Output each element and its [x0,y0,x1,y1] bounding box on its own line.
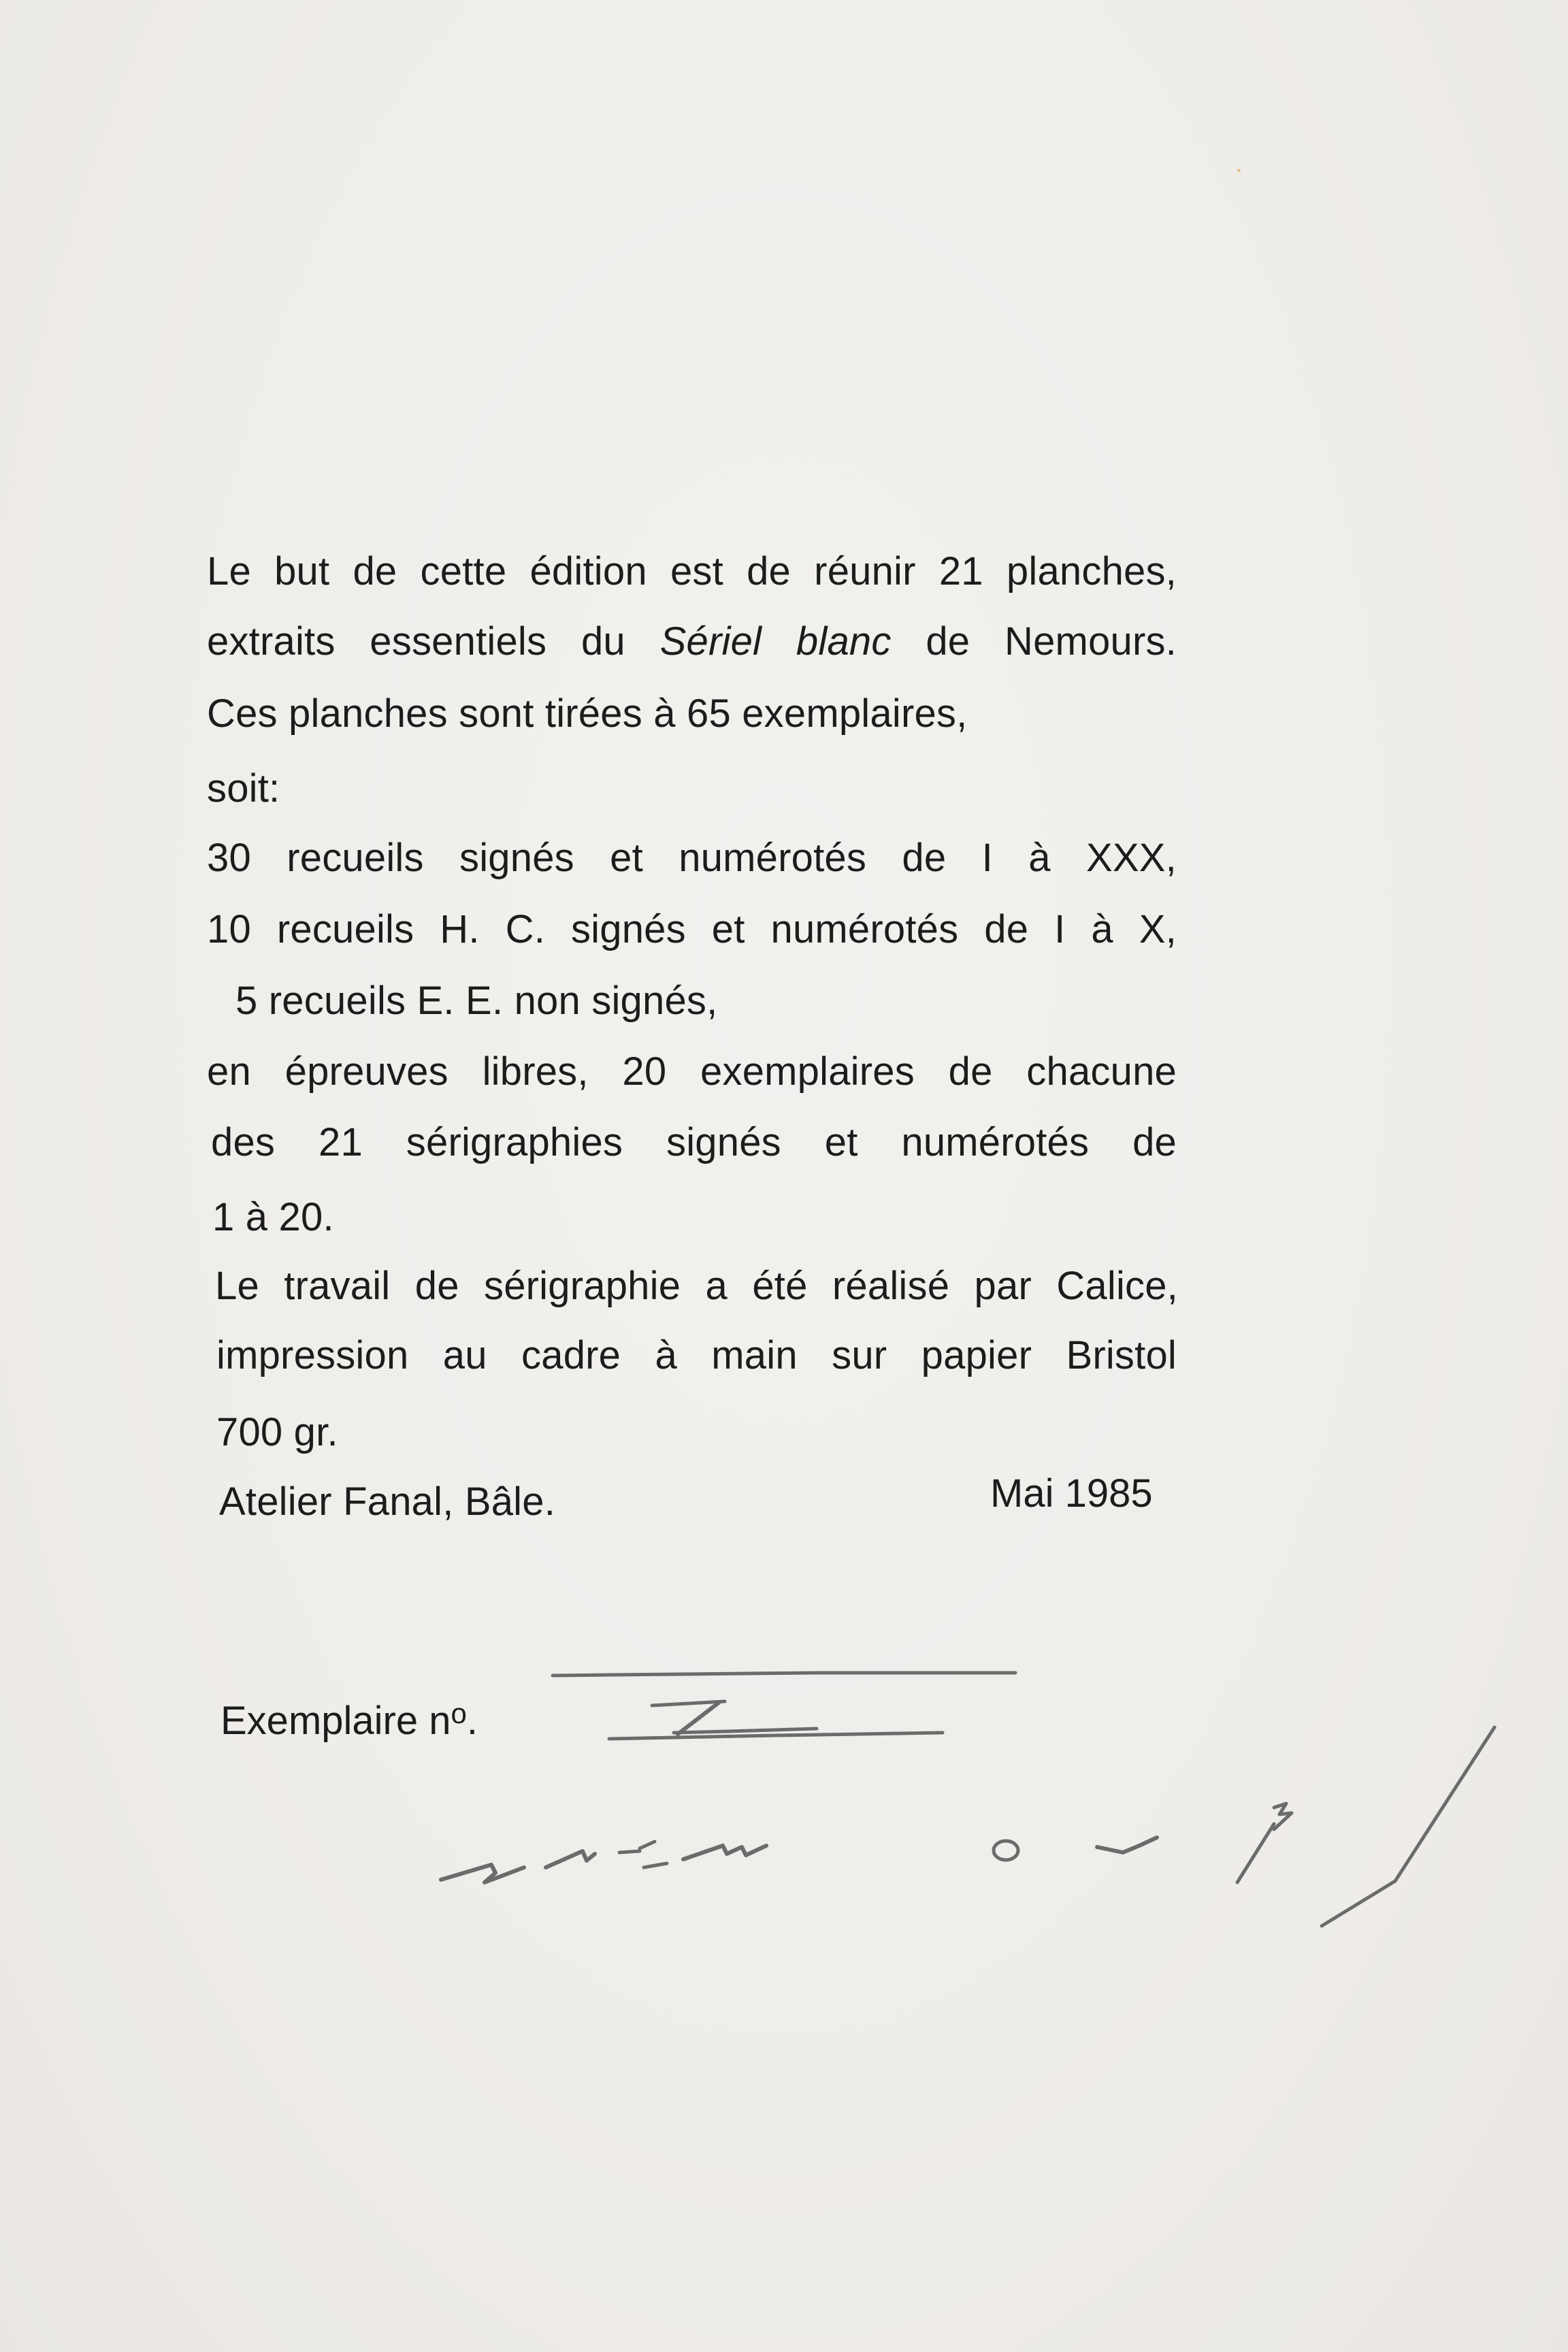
colophon-line-1: Le but de cette édition est de réunir 21 planches, [207,549,1177,593]
colophon-line-6: 10 recueils H. C. signés et numérotés de I à X, [207,907,1177,951]
colophon-line-4: soit: [207,766,280,811]
handwritten-edition-number [609,1701,943,1739]
colophon-line-12: impression au cadre à main sur papier Bristol [216,1333,1177,1377]
colophon-line-11: Le travail de sérigraphie a été réalisé par Calice, [215,1264,1178,1308]
exemplaire-period: . [466,1699,478,1743]
colophon-line-7: 5 recueils E. E. non signés, [235,979,718,1023]
colophon-line-14: Atelier Fanal, Bâle. [219,1480,556,1524]
colophon-line-2-start: extraits essentiels du [207,619,660,664]
colophon-line-8: en épreuves libres, 20 exemplaires de chacune [207,1049,1177,1094]
series-title: Sériel blanc [659,619,892,664]
colophon-line-2-end: de Nemours. [891,619,1177,664]
edition-date: Mai 1985 [990,1471,1153,1516]
exemplaire-text: Exemplaire n [220,1699,451,1743]
exemplaire-superscript: o [451,1697,467,1729]
colophon-line-13: 700 gr. [216,1410,338,1454]
colophon-line-3: Ces planches sont tirées à 65 exemplaires, [207,691,968,736]
colophon-line-5: 30 recueils signés et numérotés de I à XXX, [207,836,1177,880]
colophon-line-10: 1 à 20. [212,1195,334,1239]
artist-signature [441,1727,1494,1926]
colophon-line-9: des 21 sérigraphies signés et numérotés de [211,1120,1177,1164]
number-underline [553,1673,1015,1676]
